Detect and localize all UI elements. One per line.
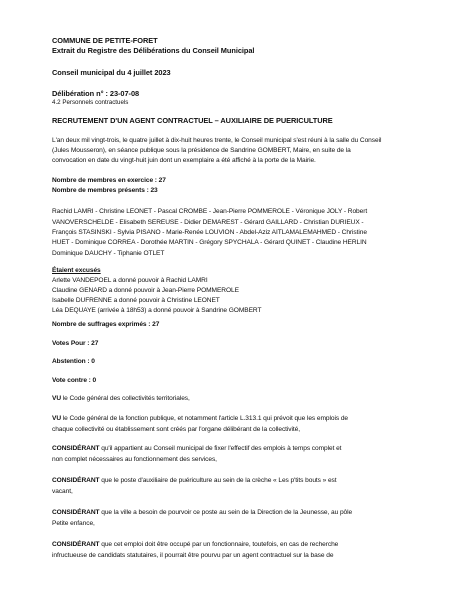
votes-pour: Votes Pour : 27: [52, 340, 99, 347]
considerant-keyword: CONSIDÉRANT: [52, 477, 100, 484]
considerant-3-cont: Petite enfance,: [52, 520, 95, 527]
presents-line: Dominique DAUCHY - Tiphanie OTLET: [52, 250, 165, 257]
intro-line: L'an deux mil vingt-trois, le quatre juillet à dix-huit heures trente, le Conseil municipal s'est réuni à la salle du Conseil: [52, 137, 382, 144]
considerant-1: [52, 445, 341, 452]
considerant-text: que cet emploi doit être occupé par un fonctionnaire, toutefois, en cas de recherche: [99, 541, 339, 548]
vote-contre: Vote contre : 0: [52, 377, 97, 384]
considerant-1-cont: non complet nécessaires au fonctionnement des services,: [52, 456, 217, 463]
membres-exercice: Nombre de membres en exercice : 27: [52, 177, 166, 184]
considerant-text: que le poste d'auxiliaire de puériculture au sein de la crèche « Les p'tits bouts » est: [99, 477, 337, 484]
vu-cgfp: [52, 415, 348, 422]
excuse-item: Arlette VANDEPOEL a donné pouvoir à Rachid LAMRI: [52, 277, 208, 284]
considerant-keyword: CONSIDÉRANT: [52, 509, 100, 516]
commune-heading: COMMUNE DE PETITE-FORET: [52, 36, 158, 45]
considerant-2-cont: vacant,: [52, 488, 73, 495]
considerant-keyword: CONSIDÉRANT: [52, 445, 100, 452]
conseil-date: Conseil municipal du 4 juillet 2023: [52, 68, 171, 77]
presents-line: François STASINSKI - Sylvia PISANO - Marie-Renée LOUVION - Abdel-Aziz AITLAMALEMAHMED - Christine: [52, 229, 367, 236]
considerant-2: [52, 477, 337, 484]
considerant-text: qu'il appartient au Conseil municipal de fixer l'effectif des emplois à temps complet et: [99, 445, 342, 452]
membres-presents: Nombre de membres présents : 23: [52, 187, 158, 194]
vu-cgfp-cont: chaque collectivité ou établissement sont créés par l'organe délibérant de la collectivité,: [52, 426, 300, 433]
considerant-3: [52, 509, 352, 516]
intro-line: (Jules Mousseron), en séance publique sous la présidence de Sandrine GOMBERT, Maire, en suite de la: [52, 147, 351, 154]
excuses-heading: Étaient excusés: [52, 267, 101, 274]
presents-line: VANOVERSCHELDE - Elisabeth SEREUSE - Didier DEMAREST - Gérard GAILLARD - Christian DURIEUX -: [52, 219, 364, 226]
presents-line: HUET - Dominique CORREA - Dorothée MARTIN - Grégory SPYCHALA - Gérard QUINET - Claudine HERLIN: [52, 239, 367, 246]
excuse-item: Isabelle DUFRENNE a donné pouvoir à Christine LEONET: [52, 297, 220, 304]
deliberation-title: RECRUTEMENT D'UN AGENT CONTRACTUEL – AUXILIAIRE DE PUERICULTURE: [52, 116, 333, 125]
considerant-text: que la ville a besoin de pourvoir ce poste au sein de la Direction de la Jeunesse, au pôle: [99, 509, 353, 516]
deliberation-category: 4.2 Personnels contractuels: [52, 99, 129, 106]
considerant-4: [52, 541, 338, 548]
excuse-item: Léa DEQUAYE (arrivée à 18h53) a donné pouvoir à Sandrine GOMBERT: [52, 307, 262, 314]
deliberation-number: Délibération n° : 23-07-08: [52, 89, 140, 98]
suffrages-exprimes: Nombre de suffrages exprimés : 27: [52, 321, 160, 328]
excuse-item: Claudine GENARD a donné pouvoir à Jean-Pierre POMMEROLE: [52, 287, 239, 294]
vu-text: le Code général des collectivités territoriales,: [61, 395, 190, 402]
vu-keyword: VU: [52, 395, 61, 402]
vu-cgct: [52, 395, 190, 402]
registre-heading: Extrait du Registre des Délibérations du Conseil Municipal: [52, 46, 255, 55]
abstention: Abstention : 0: [52, 358, 95, 365]
considerant-4-cont: infructueuse de candidats statutaires, il pourrait être pourvu par un agent contractuel sur la base de: [52, 552, 334, 559]
vu-text: le Code général de la fonction publique, et notamment l'article L.313.1 qui prévoit que les emplois de: [61, 415, 348, 422]
considerant-keyword: CONSIDÉRANT: [52, 541, 100, 548]
vu-keyword: VU: [52, 415, 61, 422]
presents-line: Rachid LAMRI - Christine LEONET - Pascal CROMBE - Jean-Pierre POMMEROLE - Véronique JOLY - Robert: [52, 208, 368, 215]
intro-line: convocation en date du vingt-huit juin dont un exemplaire a été affiché à la porte de la Mairie.: [52, 157, 316, 164]
